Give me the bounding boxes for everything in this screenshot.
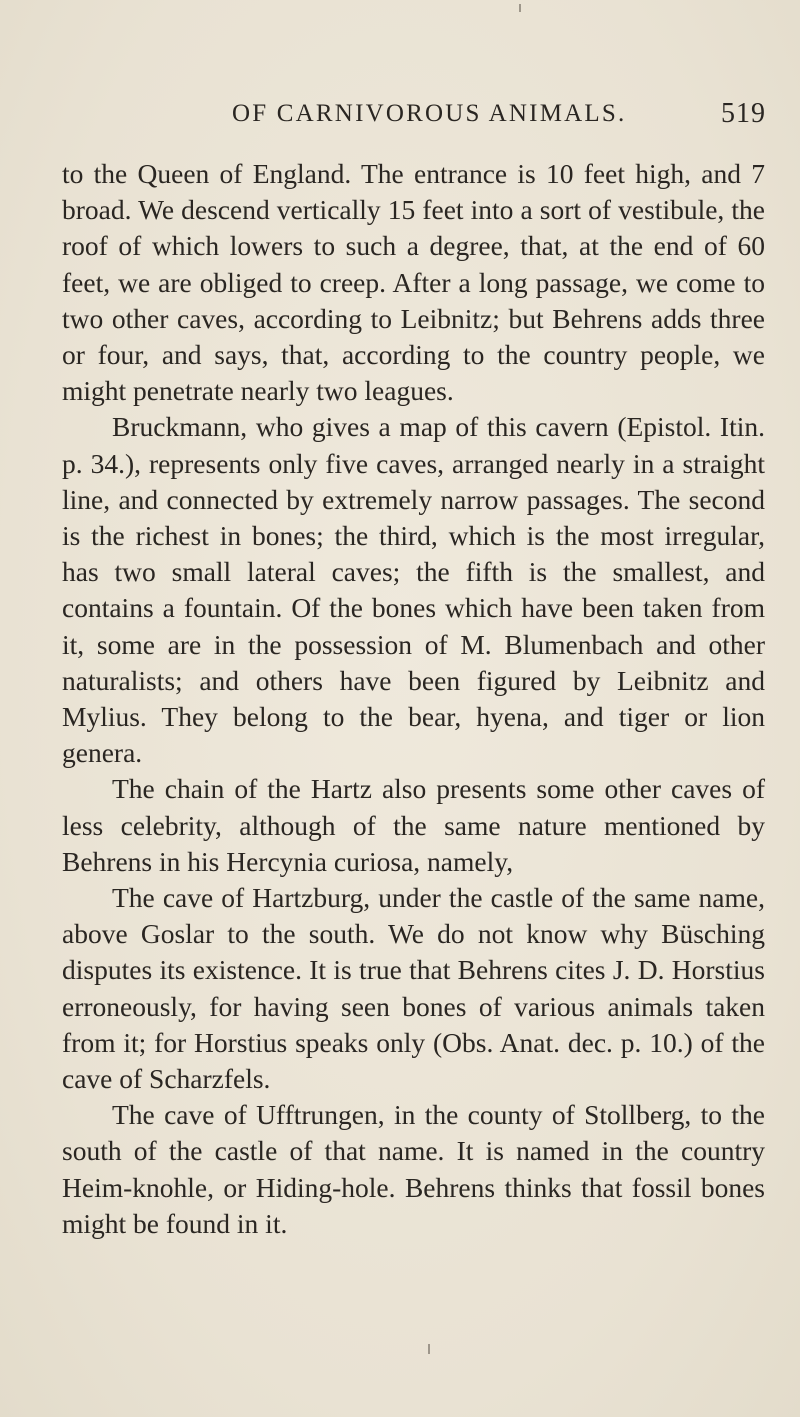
paragraph-2: Bruckmann, who gives a map of this cavern (Epistol. Itin. p. 34.), represents only five caves, arranged nearly in a straight line, and connected by extremely narrow passages. The second is the richest in bones; the third, which is the most irregular, has two small lateral caves; the fifth is the smallest, and contains a fountain. Of the bones which have been taken from it, some are in the possession of M. Blumenbach and other naturalists; and others have been figured by Leibnitz and Mylius. They belong to the bear, hyena, and tiger or lion genera. xyxy=(62,411,765,769)
paragraph-3: The chain of the Hartz also presents some other caves of less celebrity, although of the same nature mentioned by Behrens in his Hercynia curiosa, namely, xyxy=(62,773,765,877)
paragraph-1: to the Queen of England. The entrance is 10 feet high, and 7 broad. We descend vertically 15 feet into a sort of vestibule, the roof of which lowers to such a degree, that, at the end of 60 feet, we are obliged to creep. After a long passage, we come to two other caves, according to Leibnitz; but Behrens adds three or four, and says, that, according to the country people, we might penetrate nearly two leagues. xyxy=(62,158,765,407)
running-head xyxy=(232,100,766,140)
running-title: OF CARNIVOROUS ANIMALS. xyxy=(232,100,627,127)
body-text xyxy=(62,156,765,1242)
page-number: 519 xyxy=(721,98,766,129)
paragraph-4: The cave of Hartzburg, under the castle of the same name, above Goslar to the south. We do not know why Büsching disputes its existence. It is true that Behrens cites J. D. Horstius erroneously, for having seen bones of various animals taken from it; for Horstius speaks only (Obs. Anat. dec. p. 10.) of the cave of Scharzfels. xyxy=(62,882,765,1095)
print-speck xyxy=(519,4,521,12)
print-speck xyxy=(428,1344,430,1354)
paragraph-5: The cave of Ufftrungen, in the county of Stollberg, to the south of the castle of that name. It is named in the country Heim-knohle, or Hiding-hole. Behrens thinks that fossil bones might be found in it. xyxy=(62,1099,765,1239)
